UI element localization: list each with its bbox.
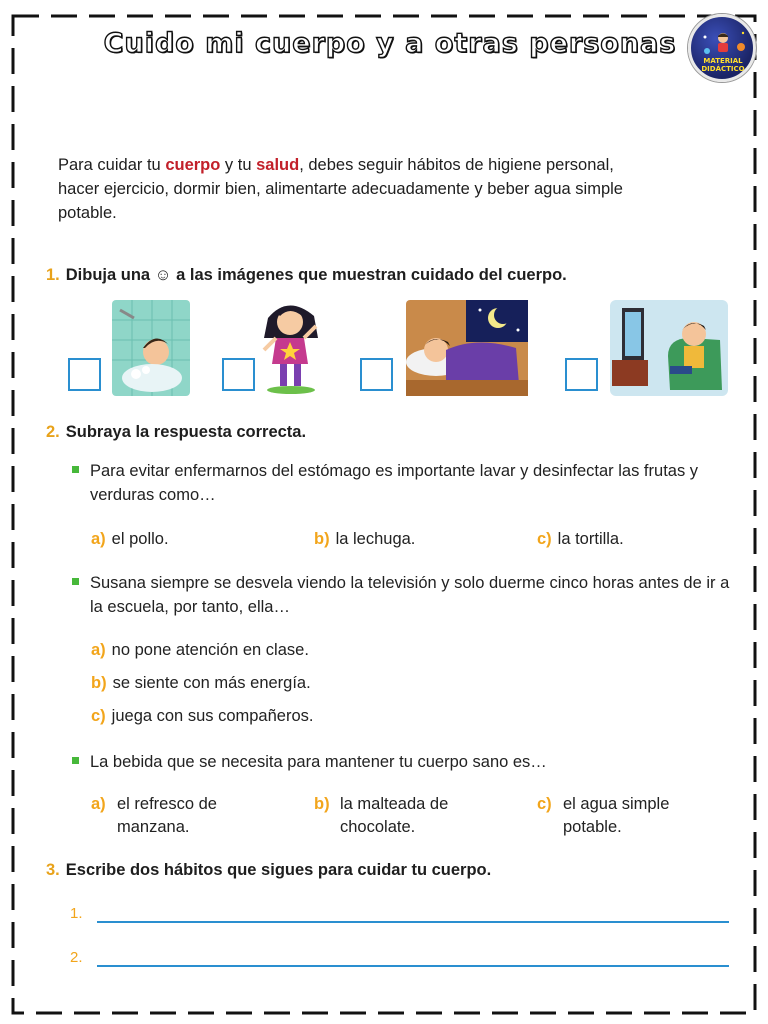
boy-watching-tv-image	[610, 300, 728, 396]
option-letter: b)	[314, 530, 330, 548]
exercise-2-text: Subraya la respuesta correcta.	[65, 423, 307, 441]
question-1-prompt: Para evitar enfermarnos del estómago es importante lavar y desinfectar las frutas y verduras como…	[90, 462, 699, 504]
option-text: se siente con más energía.	[112, 674, 311, 692]
question-3-option-b[interactable]	[314, 793, 514, 839]
option-text	[340, 793, 514, 839]
intro-highlight-cuerpo: cuerpo	[165, 156, 221, 174]
intro-highlight-salud: salud	[256, 156, 300, 174]
question-2-option-a[interactable]	[91, 639, 309, 662]
answer-box-2[interactable]	[222, 358, 255, 391]
girl-singing-image	[258, 298, 324, 394]
exercise-1-title	[46, 266, 567, 285]
exercise-2-title	[46, 423, 306, 442]
option-text: la lechuga.	[335, 530, 416, 548]
option-letter: b)	[314, 795, 330, 813]
write-line-1[interactable]	[97, 921, 729, 923]
intro-text-3: , debes seguir hábitos de higiene personal, hacer ejercicio, dormir bien, alimentarte adecuadamente y beber agua simple potable.	[58, 156, 623, 222]
question-3-option-a[interactable]	[91, 793, 291, 839]
option-letter: a)	[91, 795, 106, 813]
option-text: la tortilla.	[557, 530, 624, 548]
option-text-line1: la malteada de	[340, 795, 449, 813]
option-text-line2: manzana.	[117, 818, 190, 836]
option-letter: c)	[537, 795, 552, 813]
answer-box-3[interactable]	[360, 358, 393, 391]
answer-box-4[interactable]	[565, 358, 598, 391]
option-text: el pollo.	[111, 530, 169, 548]
write-line-2-number: 2.	[70, 949, 83, 966]
option-letter: a)	[91, 530, 106, 548]
logo-text-line1: MATERIAL	[703, 57, 743, 65]
option-text	[117, 793, 291, 839]
option-text	[563, 793, 737, 839]
bullet-icon	[72, 757, 79, 764]
question-1-option-c[interactable]	[537, 528, 624, 551]
option-letter: a)	[91, 641, 106, 659]
option-text-line1: el refresco de	[117, 795, 217, 813]
exercise-2-number: 2.	[46, 423, 60, 441]
intro-text-2: y tu	[220, 156, 257, 174]
option-text: no pone atención en clase.	[111, 641, 309, 659]
write-line-1-number: 1.	[70, 905, 83, 922]
child-sleeping-image	[406, 300, 528, 396]
exercise-3-number: 3.	[46, 861, 60, 879]
page-title: Cuido mi cuerpo y a otras personas	[103, 28, 677, 59]
option-text-line1: el agua simple	[563, 795, 670, 813]
exercise-3-text: Escribe dos hábitos que sigues para cuidar tu cuerpo.	[65, 861, 492, 879]
option-text-line2: chocolate.	[340, 818, 416, 836]
question-2-prompt: Susana siempre se desvela viendo la televisión y solo duerme cinco horas antes de ir a la escuela, por tanto, ella…	[90, 574, 730, 616]
option-letter: c)	[91, 707, 106, 725]
child-bathing-image	[112, 300, 190, 396]
option-letter: b)	[91, 674, 107, 692]
exercise-3-title	[46, 861, 491, 880]
option-text: juega con sus compañeros.	[111, 707, 314, 725]
logo-text-line2: DIDÁCTICO	[701, 65, 745, 73]
option-letter: c)	[537, 530, 552, 548]
write-line-2[interactable]	[97, 965, 729, 967]
question-1-option-b[interactable]	[314, 528, 415, 551]
exercise-1-number: 1.	[46, 266, 60, 284]
question-3-prompt: La bebida que se necesita para mantener tu cuerpo sano es…	[90, 753, 547, 771]
exercise-1-text: Dibuja una ☺ a las imágenes que muestran cuidado del cuerpo.	[65, 266, 567, 284]
question-3-option-c[interactable]	[537, 793, 737, 839]
question-2-option-b[interactable]	[91, 672, 311, 695]
logo-badge-icon	[688, 14, 756, 82]
question-1-option-a[interactable]	[91, 528, 169, 551]
answer-box-1[interactable]	[68, 358, 101, 391]
intro-paragraph	[58, 153, 658, 225]
bullet-icon	[72, 578, 79, 585]
logo-text	[693, 57, 753, 73]
option-text-line2: potable.	[563, 818, 622, 836]
question-2-option-c[interactable]	[91, 705, 313, 728]
bullet-icon	[72, 466, 79, 473]
intro-text-1: Para cuidar tu	[58, 156, 166, 174]
